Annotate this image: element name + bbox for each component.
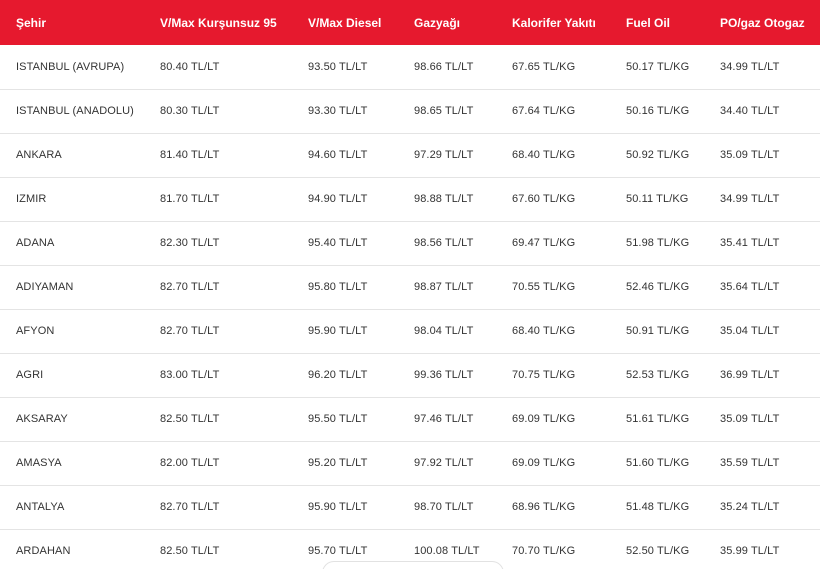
table-header — [0, 0, 820, 45]
unleaded-95-cell: 82.50 TL/LT — [160, 413, 220, 425]
diesel-cell: 95.50 TL/LT — [308, 413, 368, 425]
table-row — [0, 221, 820, 265]
kerosene-cell: 98.65 TL/LT — [414, 105, 474, 117]
heating-oil-cell: 68.40 TL/KG — [512, 325, 576, 337]
kerosene-cell: 98.87 TL/LT — [414, 281, 474, 293]
diesel-cell: 95.70 TL/LT — [308, 545, 368, 557]
fuel-oil-cell: 52.50 TL/KG — [626, 545, 690, 557]
heating-oil-cell: 69.09 TL/KG — [512, 413, 576, 425]
unleaded-95-cell: 82.70 TL/LT — [160, 281, 220, 293]
city-cell: AGRI — [16, 369, 44, 381]
column-header-city[interactable]: Şehir — [16, 15, 47, 30]
diesel-cell: 94.60 TL/LT — [308, 149, 368, 161]
fuel-oil-cell: 50.91 TL/KG — [626, 325, 690, 337]
autogas-cell: 35.41 TL/LT — [720, 237, 780, 249]
heating-oil-cell: 69.09 TL/KG — [512, 457, 576, 469]
unleaded-95-cell: 82.30 TL/LT — [160, 237, 220, 249]
column-header-kerosene[interactable]: Gazyağı — [414, 15, 461, 30]
kerosene-cell: 98.70 TL/LT — [414, 501, 474, 513]
city-cell: IZMIR — [16, 193, 47, 205]
table-row — [0, 441, 820, 485]
diesel-cell: 95.90 TL/LT — [308, 325, 368, 337]
column-header-unleaded-95[interactable]: V/Max Kurşunsuz 95 — [160, 15, 277, 30]
kerosene-cell: 97.29 TL/LT — [414, 149, 474, 161]
heating-oil-cell: 70.70 TL/KG — [512, 545, 576, 557]
scroll-indicator[interactable] — [322, 561, 504, 569]
diesel-cell: 94.90 TL/LT — [308, 193, 368, 205]
kerosene-cell: 98.04 TL/LT — [414, 325, 474, 337]
diesel-cell: 93.50 TL/LT — [308, 60, 368, 73]
column-header-diesel[interactable]: V/Max Diesel — [308, 15, 382, 30]
kerosene-cell: 97.46 TL/LT — [414, 413, 474, 425]
unleaded-95-cell: 82.70 TL/LT — [160, 325, 220, 337]
unleaded-95-cell: 80.40 TL/LT — [160, 60, 220, 73]
city-cell: ANKARA — [16, 149, 62, 161]
unleaded-95-cell: 80.30 TL/LT — [160, 105, 220, 117]
heating-oil-cell: 69.47 TL/KG — [512, 237, 576, 249]
kerosene-cell: 100.08 TL/LT — [414, 545, 480, 557]
table-row — [0, 485, 820, 529]
city-cell: ADIYAMAN — [16, 281, 74, 293]
table-row — [0, 309, 820, 353]
column-header-autogas[interactable]: PO/gaz Otogaz — [720, 15, 805, 30]
fuel-oil-cell: 51.60 TL/KG — [626, 457, 690, 469]
city-cell: ISTANBUL (AVRUPA) — [16, 60, 125, 73]
city-cell: ADANA — [16, 237, 55, 249]
fuel-oil-cell: 50.16 TL/KG — [626, 105, 690, 117]
autogas-cell: 35.59 TL/LT — [720, 457, 780, 469]
table-row — [0, 45, 820, 89]
kerosene-cell: 99.36 TL/LT — [414, 369, 474, 381]
unleaded-95-cell: 82.00 TL/LT — [160, 457, 220, 469]
table-header-row — [0, 0, 820, 45]
table-row — [0, 265, 820, 309]
fuel-oil-cell: 51.48 TL/KG — [626, 501, 690, 513]
heating-oil-cell: 67.65 TL/KG — [512, 60, 576, 73]
city-cell: ANTALYA — [16, 501, 65, 513]
table-row — [0, 177, 820, 221]
fuel-oil-cell: 51.98 TL/KG — [626, 237, 690, 249]
heating-oil-cell: 70.55 TL/KG — [512, 281, 576, 293]
autogas-cell: 36.99 TL/LT — [720, 369, 780, 381]
table-row — [0, 397, 820, 441]
city-cell: ARDAHAN — [16, 545, 71, 557]
city-cell: AMASYA — [16, 457, 62, 469]
autogas-cell: 35.99 TL/LT — [720, 545, 780, 557]
diesel-cell: 95.20 TL/LT — [308, 457, 368, 469]
kerosene-cell: 98.66 TL/LT — [414, 60, 474, 73]
unleaded-95-cell: 82.70 TL/LT — [160, 501, 220, 513]
fuel-oil-cell: 52.46 TL/KG — [626, 281, 690, 293]
heating-oil-cell: 68.40 TL/KG — [512, 149, 576, 161]
autogas-cell: 34.40 TL/LT — [720, 105, 780, 117]
diesel-cell: 95.80 TL/LT — [308, 281, 368, 293]
unleaded-95-cell: 81.70 TL/LT — [160, 193, 220, 205]
fuel-oil-cell: 52.53 TL/KG — [626, 369, 690, 381]
autogas-cell: 35.24 TL/LT — [720, 501, 780, 513]
autogas-cell: 35.09 TL/LT — [720, 149, 780, 161]
table-row — [0, 133, 820, 177]
autogas-cell: 35.04 TL/LT — [720, 325, 780, 337]
diesel-cell: 95.90 TL/LT — [308, 501, 368, 513]
heating-oil-cell: 67.60 TL/KG — [512, 193, 576, 205]
kerosene-cell: 98.56 TL/LT — [414, 237, 474, 249]
autogas-cell: 35.64 TL/LT — [720, 281, 780, 293]
table-row — [0, 89, 820, 133]
kerosene-cell: 98.88 TL/LT — [414, 193, 474, 205]
unleaded-95-cell: 83.00 TL/LT — [160, 369, 220, 381]
diesel-cell: 95.40 TL/LT — [308, 237, 368, 249]
fuel-oil-cell: 50.17 TL/KG — [626, 60, 690, 73]
heating-oil-cell: 68.96 TL/KG — [512, 501, 576, 513]
unleaded-95-cell: 82.50 TL/LT — [160, 545, 220, 557]
column-header-fuel-oil[interactable]: Fuel Oil — [626, 15, 671, 30]
fuel-oil-cell: 51.61 TL/KG — [626, 413, 690, 425]
unleaded-95-cell: 81.40 TL/LT — [160, 149, 220, 161]
city-cell: ISTANBUL (ANADOLU) — [16, 105, 134, 117]
city-cell: AFYON — [16, 325, 55, 337]
table-row — [0, 353, 820, 397]
autogas-cell: 34.99 TL/LT — [720, 60, 780, 73]
diesel-cell: 96.20 TL/LT — [308, 369, 368, 381]
autogas-cell: 35.09 TL/LT — [720, 413, 780, 425]
heating-oil-cell: 67.64 TL/KG — [512, 105, 576, 117]
diesel-cell: 93.30 TL/LT — [308, 105, 368, 117]
kerosene-cell: 97.92 TL/LT — [414, 457, 474, 469]
autogas-cell: 34.99 TL/LT — [720, 193, 780, 205]
heating-oil-cell: 70.75 TL/KG — [512, 369, 576, 381]
column-header-heating-oil[interactable]: Kalorifer Yakıtı — [512, 15, 596, 30]
table-body — [0, 45, 820, 569]
fuel-oil-cell: 50.11 TL/KG — [626, 193, 689, 205]
fuel-oil-cell: 50.92 TL/KG — [626, 149, 690, 161]
city-cell: AKSARAY — [16, 413, 68, 425]
